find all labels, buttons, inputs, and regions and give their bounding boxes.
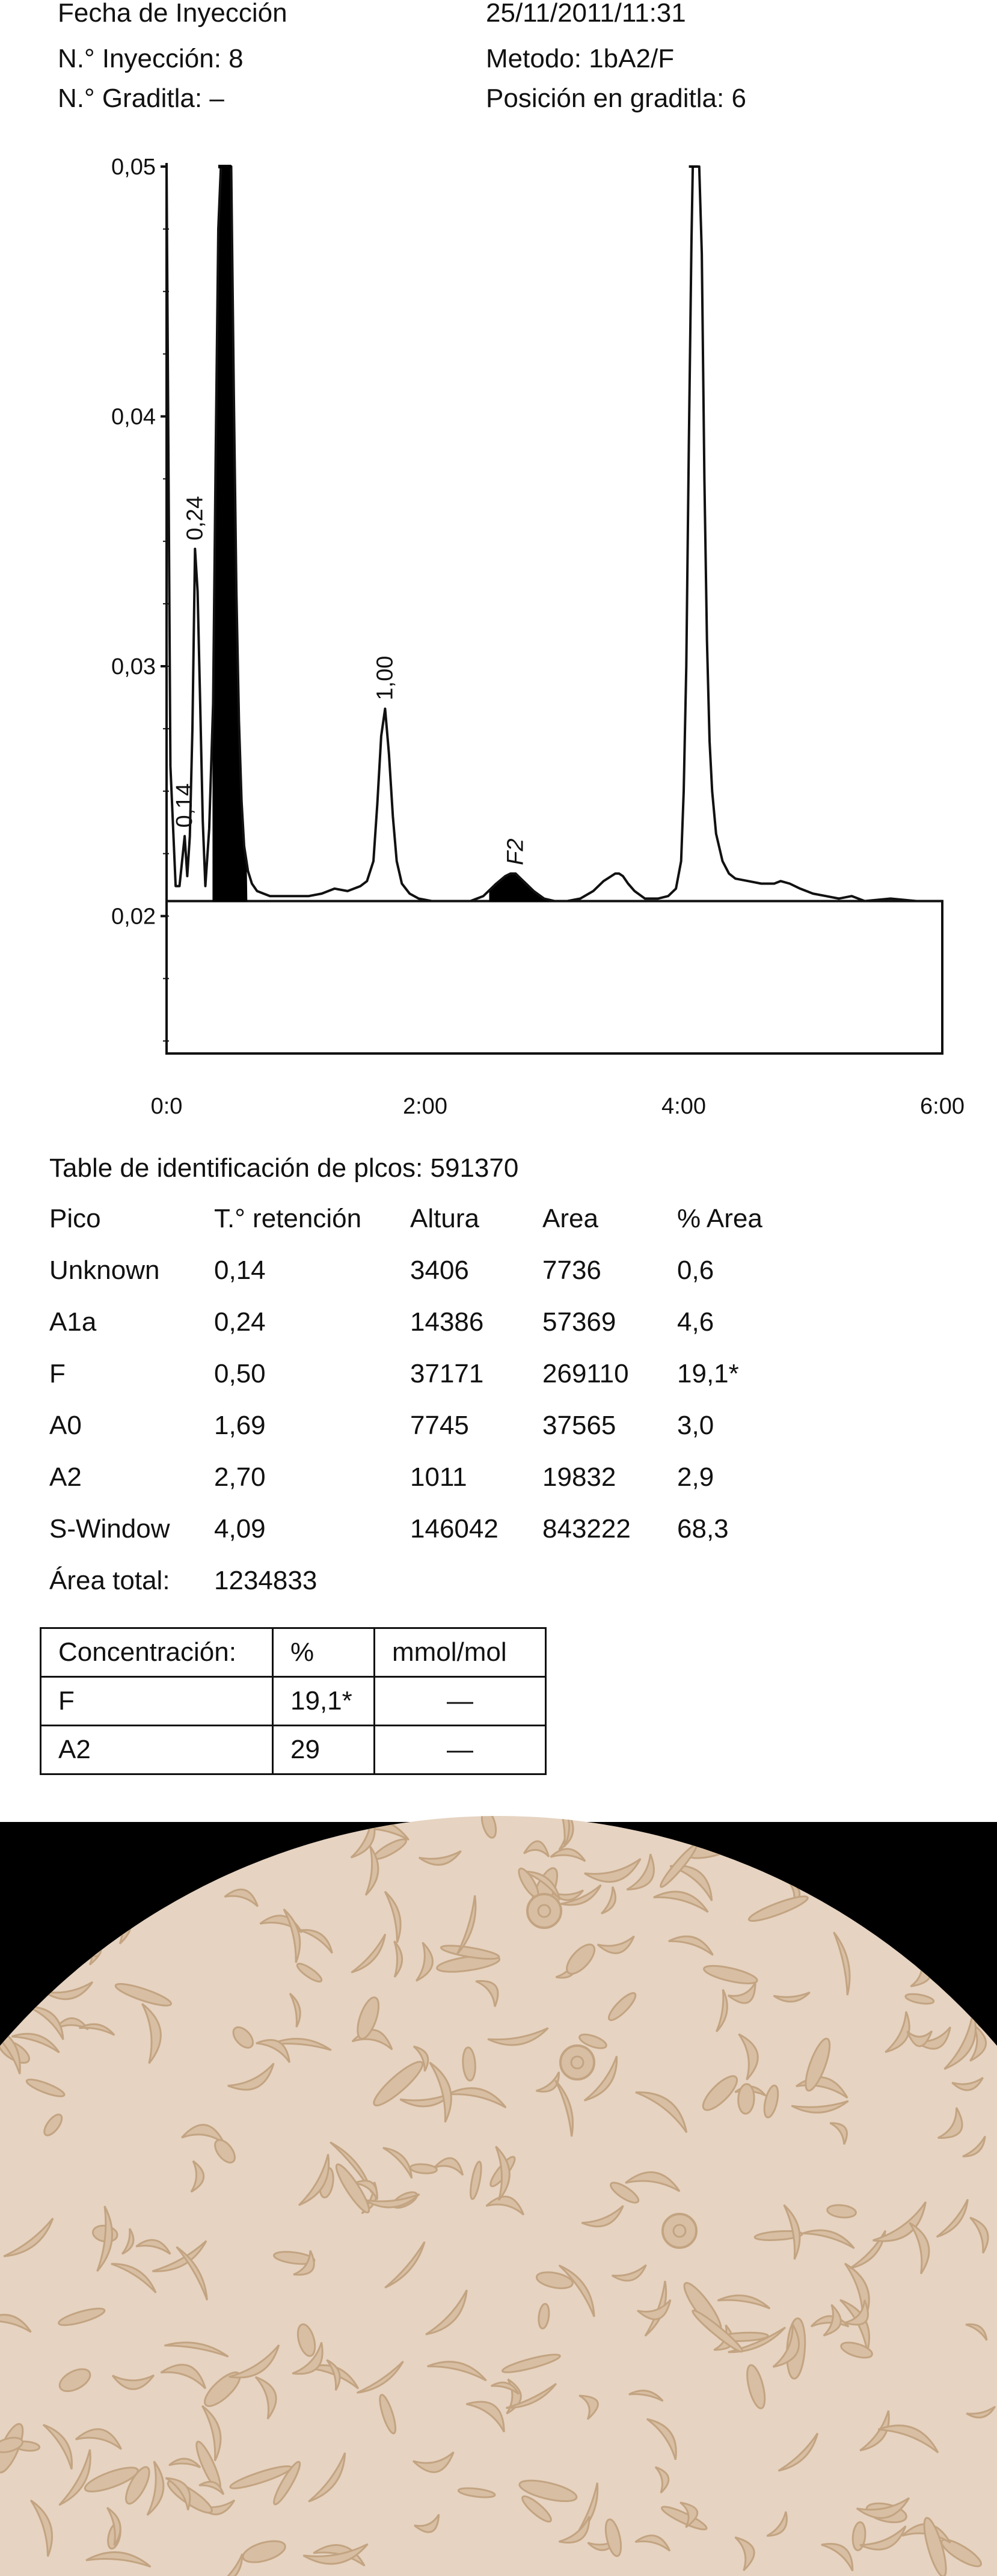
- total-row: [49, 1555, 797, 1607]
- conc-percent: 19,1*: [273, 1677, 375, 1726]
- cell-area-percent: 2,9: [677, 1462, 714, 1492]
- method: Metodo: 1bA2/F: [486, 44, 675, 73]
- trace-line: [167, 167, 942, 901]
- header-height: Altura: [410, 1204, 479, 1233]
- cell-area-percent: 19,1*: [677, 1359, 739, 1388]
- peak-annotation: 1,00: [372, 655, 398, 701]
- total-area-value: 1234833: [214, 1566, 318, 1595]
- concentration-header: [41, 1628, 546, 1677]
- micrograph-svg: [0, 1822, 997, 2573]
- cell-height: 3406: [410, 1256, 469, 1285]
- cell-area-percent: 0,6: [677, 1256, 714, 1285]
- chromatogram: [0, 129, 997, 1119]
- conc-percent: 29: [273, 1726, 375, 1774]
- cell-retention: 4,09: [214, 1514, 266, 1544]
- blood-smear-micrograph: [0, 1822, 997, 2573]
- cell-retention: 1,69: [214, 1411, 266, 1440]
- table-row: [49, 1348, 797, 1400]
- cell-area: 843222: [542, 1514, 631, 1544]
- cell-area: 57369: [542, 1307, 616, 1337]
- header-retention: T.° retención: [214, 1204, 362, 1233]
- cell-area: 19832: [542, 1462, 616, 1492]
- cell-pico: S-Window: [49, 1514, 170, 1544]
- conc-name: F: [41, 1677, 273, 1726]
- cell-height: 37171: [410, 1359, 484, 1388]
- conc-name: A2: [41, 1726, 273, 1774]
- injection-date-value: 25/11/2011/11:31: [486, 0, 686, 28]
- target-cell: [560, 2046, 594, 2079]
- cell-area: 269110: [542, 1359, 629, 1388]
- table-row: [49, 1452, 797, 1503]
- cell-pico: F: [49, 1359, 66, 1388]
- peak-annotation: 0,24: [182, 495, 208, 541]
- total-area-label: Área total:: [49, 1566, 170, 1595]
- microscope-field: [0, 1816, 997, 2576]
- cell-height: 7745: [410, 1411, 469, 1440]
- cell-retention: 0,14: [214, 1256, 266, 1285]
- cell-pico: Unknown: [49, 1256, 160, 1285]
- cell-area: 37565: [542, 1411, 616, 1440]
- cell-height: 14386: [410, 1307, 484, 1337]
- rack-number: N.° Graditla: –: [58, 84, 224, 113]
- injection-number: N.° Inyección: 8: [58, 44, 244, 73]
- cell-area: 7736: [542, 1256, 601, 1285]
- x-tick-label: 4:00: [661, 1094, 706, 1119]
- conc-header-percent: %: [273, 1628, 375, 1677]
- conc-mmol: —: [375, 1726, 546, 1774]
- cell-area-percent: 4,6: [677, 1307, 714, 1337]
- x-tick-label: 2:00: [403, 1094, 447, 1119]
- header-pico: Pico: [49, 1204, 101, 1233]
- target-cell: [527, 1894, 561, 1928]
- y-tick-label: 0,02: [111, 904, 156, 930]
- elongated-cell: [737, 2084, 755, 2114]
- peak-table-title: Table de identificación de plcos: 591370: [49, 1153, 519, 1183]
- peak-table: [49, 1193, 797, 1607]
- y-tick-label: 0,04: [111, 404, 156, 430]
- cell-retention: 0,24: [214, 1307, 266, 1337]
- baseline-box: [167, 901, 942, 1053]
- cell-area-percent: 68,3: [677, 1514, 729, 1544]
- header-area-percent: % Area: [677, 1204, 762, 1233]
- peak-table-header: [49, 1193, 797, 1245]
- y-tick-label: 0,03: [111, 654, 156, 679]
- peak-annotation: 0,14: [172, 783, 198, 828]
- chromatogram-svg: [0, 129, 997, 1119]
- table-row: [49, 1245, 797, 1296]
- injection-date-label: Fecha de Inyección: [58, 0, 287, 28]
- peak-annotation: F2: [503, 838, 529, 865]
- table-row: [49, 1503, 797, 1555]
- conc-header-label: Concentración:: [41, 1628, 273, 1677]
- target-cell: [663, 2214, 696, 2248]
- cell-pico: A0: [49, 1411, 82, 1440]
- y-tick-label: 0,05: [111, 155, 156, 180]
- x-tick-label: 6:00: [920, 1094, 965, 1119]
- table-row: [49, 1296, 797, 1348]
- cell-height: 1011: [410, 1462, 467, 1492]
- rack-position: Posición en graditla: 6: [486, 84, 746, 113]
- cell-pico: A1a: [49, 1307, 97, 1337]
- cell-retention: 2,70: [214, 1462, 266, 1492]
- cell-height: 146042: [410, 1514, 498, 1544]
- table-row: [41, 1726, 546, 1774]
- cell-retention: 0,50: [214, 1359, 266, 1388]
- concentration-table: [40, 1627, 547, 1775]
- header-area: Area: [542, 1204, 598, 1233]
- cell-pico: A2: [49, 1462, 82, 1492]
- conc-mmol: —: [375, 1677, 546, 1726]
- cell-area-percent: 3,0: [677, 1411, 714, 1440]
- x-tick-label: 0:0: [150, 1094, 183, 1119]
- conc-header-mmol: mmol/mol: [375, 1628, 546, 1677]
- table-row: [49, 1400, 797, 1452]
- table-row: [41, 1677, 546, 1726]
